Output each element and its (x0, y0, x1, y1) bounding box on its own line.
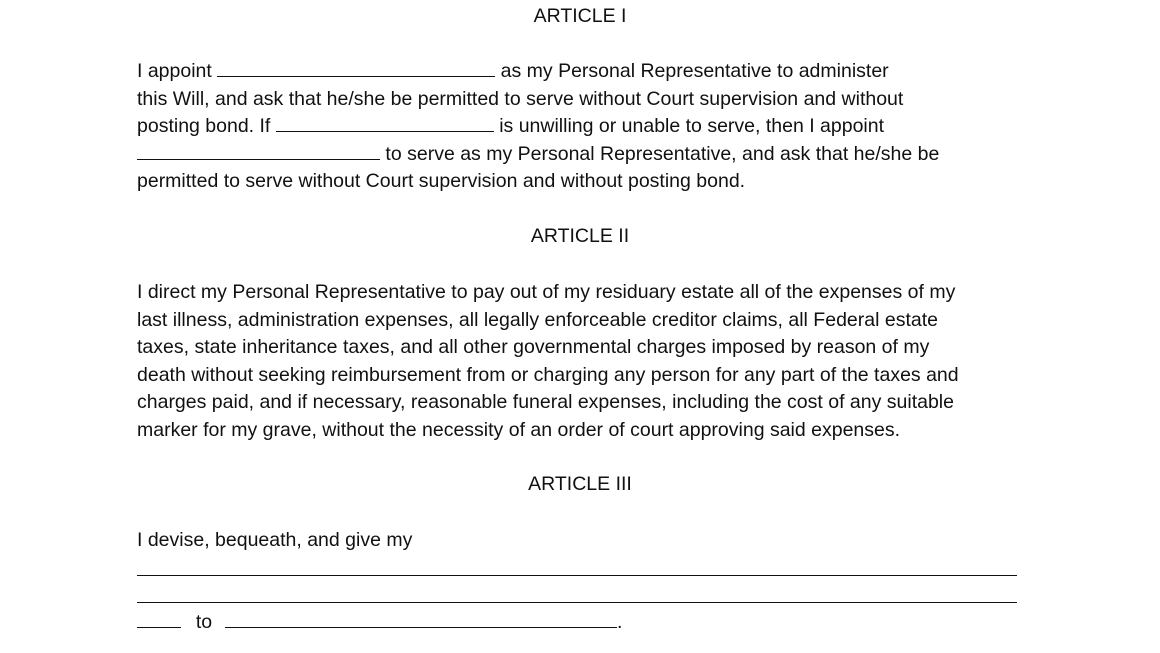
article-1-line-1 (137, 58, 1037, 86)
article-2-heading: ARTICLE II (530, 225, 630, 247)
bequest-description-line-2[interactable] (137, 602, 1017, 603)
article-2-line: charges paid, and if necessary, reasonable funeral expenses, including the cost of any suitable (137, 391, 954, 414)
article-1-line-4 (137, 141, 1037, 169)
devise-text: I devise, bequeath, and give my (137, 529, 413, 551)
posting-bond-if-text: posting bond. If (137, 115, 271, 138)
serve-as-text: to serve as my Personal Representative, and ask that he/she be (385, 142, 940, 165)
article-1-line-5: permitted to serve without Court supervision and without posting bond. (137, 170, 746, 193)
article-1-paragraph (137, 58, 1037, 196)
article-1-line-3 (137, 113, 1037, 141)
beneficiary-name-blank[interactable] (225, 609, 617, 628)
bequest-description-end-blank[interactable] (137, 609, 181, 628)
end-period: . (616, 611, 623, 633)
alternate-representative-blank[interactable] (137, 141, 380, 160)
article-3-intro (137, 527, 1037, 555)
to-text: to (195, 611, 213, 633)
appoint-text: I appoint (137, 60, 212, 82)
article-3-heading: ARTICLE III (528, 473, 632, 495)
bequest-description-line-1[interactable] (137, 575, 1017, 576)
article-2-line: death without seeking reimbursement from or charging any person for any part of the taxes and (137, 363, 959, 386)
article-2-paragraph (137, 279, 1037, 445)
beneficiary-row (137, 609, 1037, 637)
article-2-line: I direct my Personal Representative to pay out of my residuary estate all of the expenses of my (137, 281, 956, 303)
article-3-beneficiary-line (137, 609, 1037, 637)
article-2-line: last illness, administration expenses, all legally enforceable creditor claims, all Federal estate (137, 308, 938, 331)
personal-representative-name-blank[interactable] (217, 58, 495, 77)
primary-representative-blank[interactable] (276, 113, 494, 132)
unwilling-text: is unwilling or unable to serve, then I appoint (499, 115, 885, 138)
article-1-heading: ARTICLE I (533, 5, 627, 27)
as-representative-text: as my Personal Representative to administer (500, 60, 889, 82)
article-2-line: taxes, state inheritance taxes, and all other governmental charges imposed by reason of my (137, 336, 930, 359)
article-2-line: marker for my grave, without the necessity of an order of court approving said expenses. (137, 418, 901, 441)
article-1-line-2: this Will, and ask that he/she be permitted to serve without Court supervision and without (137, 87, 904, 110)
